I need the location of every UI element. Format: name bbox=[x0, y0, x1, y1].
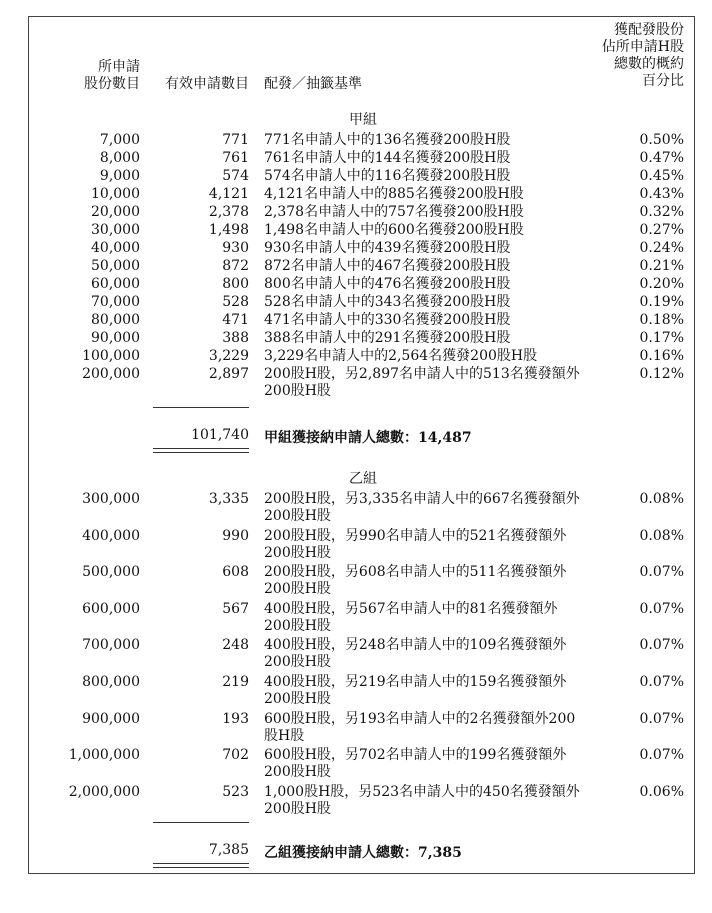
group-b-total-text: 乙組獲接納申請人總數：7,385 bbox=[264, 845, 462, 861]
shares-cell: 1,000,000 bbox=[68, 747, 140, 764]
header-basis: 配發／抽籤基準 bbox=[264, 76, 362, 92]
allocation-basis-cell: 400股H股，另219名申請人中的159名獲發額外200股H股 bbox=[264, 674, 567, 707]
header-shares-line2: 股份數目 bbox=[84, 76, 140, 92]
valid-applications-cell: 702 bbox=[222, 747, 249, 764]
percentage-cell: 0.45% bbox=[639, 168, 684, 184]
shares-cell: 10,000 bbox=[91, 186, 140, 202]
header-pct-line2: 佔所申請H股 bbox=[601, 39, 684, 55]
percentage-cell: 0.27% bbox=[639, 222, 684, 238]
allocation-basis-cell: 400股H股，另248名申請人中的109名獲發額外200股H股 bbox=[264, 637, 567, 671]
valid-applications-cell: 523 bbox=[222, 783, 249, 800]
percentage-cell: 0.32% bbox=[639, 204, 684, 220]
allocation-basis-cell: 4,121名申請人中的885名獲發200股H股 bbox=[264, 186, 524, 202]
valid-applications-cell: 2,378 bbox=[208, 204, 249, 220]
valid-applications-cell: 219 bbox=[222, 674, 249, 690]
group-b-title: 乙組 bbox=[349, 471, 377, 487]
valid-applications-cell: 608 bbox=[222, 564, 249, 581]
shares-cell: 80,000 bbox=[91, 312, 140, 328]
header-shares-line1: 所申請 bbox=[98, 59, 140, 75]
valid-applications-cell: 3,335 bbox=[208, 491, 249, 507]
percentage-cell: 0.07% bbox=[639, 747, 684, 764]
allocation-basis-cell: 528名申請人中的343名獲發200股H股 bbox=[264, 294, 511, 310]
shares-cell: 8,000 bbox=[99, 150, 140, 166]
shares-cell: 700,000 bbox=[82, 637, 140, 654]
valid-applications-cell: 567 bbox=[222, 600, 249, 617]
group-b-double-line-bottom bbox=[153, 867, 249, 868]
table-row bbox=[0, 276, 712, 296]
shares-cell: 300,000 bbox=[82, 491, 140, 507]
allocation-basis-cell: 3,229名申請人中的2,564名獲發200股H股 bbox=[264, 348, 538, 364]
shares-cell: 20,000 bbox=[91, 204, 140, 220]
shares-cell: 500,000 bbox=[82, 564, 140, 581]
header-shares bbox=[60, 59, 140, 93]
header-pct bbox=[580, 22, 684, 90]
valid-applications-cell: 761 bbox=[222, 150, 249, 166]
group-a-total-text: 甲組獲接納申請人總數：14,487 bbox=[264, 430, 472, 446]
table-row bbox=[0, 330, 712, 350]
allocation-basis-cell: 1,498名申請人中的600名獲發200股H股 bbox=[264, 222, 524, 238]
table-row bbox=[0, 312, 712, 332]
table-row bbox=[0, 637, 712, 671]
valid-applications-cell: 990 bbox=[222, 527, 249, 544]
percentage-cell: 0.07% bbox=[639, 674, 684, 690]
valid-applications-cell: 528 bbox=[222, 294, 249, 310]
allocation-basis-cell: 761名申請人中的144名獲發200股H股 bbox=[264, 150, 511, 166]
percentage-cell: 0.50% bbox=[639, 132, 684, 148]
shares-cell: 900,000 bbox=[82, 710, 140, 727]
header-valid: 有效申請數目 bbox=[165, 76, 249, 92]
valid-applications-cell: 248 bbox=[222, 637, 249, 654]
valid-applications-cell: 2,897 bbox=[208, 366, 249, 382]
allocation-basis-cell: 388名申請人中的291名獲發200股H股 bbox=[264, 330, 511, 346]
percentage-cell: 0.18% bbox=[639, 312, 684, 328]
percentage-cell: 0.43% bbox=[639, 186, 684, 202]
percentage-cell: 0.07% bbox=[639, 637, 684, 654]
table-row bbox=[0, 204, 712, 224]
allocation-basis-cell: 200股H股，另3,335名申請人中的667名獲發額外200股H股 bbox=[264, 491, 580, 524]
percentage-cell: 0.20% bbox=[639, 276, 684, 292]
table-row bbox=[0, 186, 712, 206]
table-row bbox=[0, 491, 712, 524]
table-row bbox=[0, 527, 712, 561]
group-a-title: 甲組 bbox=[349, 112, 377, 128]
table-row bbox=[0, 710, 712, 744]
table-row bbox=[0, 150, 712, 170]
header-pct-line4: 百分比 bbox=[642, 73, 684, 89]
shares-cell: 9,000 bbox=[99, 168, 140, 184]
valid-applications-cell: 574 bbox=[222, 168, 249, 184]
table-row bbox=[0, 258, 712, 278]
allocation-basis-cell: 800名申請人中的476名獲發200股H股 bbox=[264, 276, 511, 292]
table-row bbox=[0, 294, 712, 314]
group-a-sum-line bbox=[153, 407, 249, 408]
shares-cell: 7,000 bbox=[99, 132, 140, 148]
header-pct-line3: 總數的概約 bbox=[614, 56, 684, 72]
percentage-cell: 0.08% bbox=[639, 491, 684, 507]
shares-cell: 60,000 bbox=[91, 276, 140, 292]
allocation-basis-cell: 872名申請人中的467名獲發200股H股 bbox=[264, 258, 511, 274]
header-pct-line1: 獲配發股份 bbox=[614, 22, 684, 38]
shares-cell: 30,000 bbox=[91, 222, 140, 238]
table-row bbox=[0, 600, 712, 634]
allocation-basis-cell: 200股H股，另2,897名申請人中的513名獲發額外200股H股 bbox=[264, 366, 580, 399]
shares-cell: 40,000 bbox=[91, 240, 140, 256]
table-row bbox=[0, 747, 712, 781]
percentage-cell: 0.47% bbox=[639, 150, 684, 166]
percentage-cell: 0.12% bbox=[639, 366, 684, 382]
valid-applications-cell: 771 bbox=[222, 132, 249, 148]
valid-applications-cell: 872 bbox=[222, 258, 249, 274]
shares-cell: 2,000,000 bbox=[68, 783, 140, 800]
percentage-cell: 0.16% bbox=[639, 348, 684, 364]
percentage-cell: 0.07% bbox=[639, 710, 684, 727]
group-b-double-line-top bbox=[153, 863, 249, 864]
valid-applications-cell: 471 bbox=[222, 312, 249, 328]
group-a-double-line-bottom bbox=[153, 452, 249, 453]
valid-applications-cell: 388 bbox=[222, 330, 249, 346]
table-row bbox=[0, 783, 712, 817]
table-row bbox=[0, 222, 712, 242]
allocation-basis-cell: 200股H股，另608名申請人中的511名獲發額外200股H股 bbox=[264, 564, 567, 598]
allocation-basis-cell: 574名申請人中的116名獲發200股H股 bbox=[264, 168, 511, 184]
valid-applications-cell: 3,229 bbox=[208, 348, 249, 364]
percentage-cell: 0.21% bbox=[639, 258, 684, 274]
allocation-basis-cell: 600股H股，另193名申請人中的2名獲發額外200股H股 bbox=[264, 710, 576, 744]
table-row bbox=[0, 564, 712, 598]
percentage-cell: 0.24% bbox=[639, 240, 684, 256]
allocation-basis-cell: 771名申請人中的136名獲發200股H股 bbox=[264, 132, 511, 148]
allocation-basis-cell: 400股H股，另567名申請人中的81名獲發額外200股H股 bbox=[264, 600, 558, 634]
shares-cell: 90,000 bbox=[91, 330, 140, 346]
table-row bbox=[0, 348, 712, 368]
table-row bbox=[0, 240, 712, 260]
valid-applications-cell: 1,498 bbox=[208, 222, 249, 238]
shares-cell: 400,000 bbox=[82, 527, 140, 544]
shares-cell: 600,000 bbox=[82, 600, 140, 617]
allocation-basis-cell: 2,378名申請人中的757名獲發200股H股 bbox=[264, 204, 524, 220]
percentage-cell: 0.19% bbox=[639, 294, 684, 310]
shares-cell: 50,000 bbox=[91, 258, 140, 274]
shares-cell: 800,000 bbox=[82, 674, 140, 690]
table-row bbox=[0, 366, 712, 399]
percentage-cell: 0.08% bbox=[639, 527, 684, 544]
valid-applications-cell: 800 bbox=[222, 276, 249, 292]
valid-applications-cell: 4,121 bbox=[208, 186, 249, 202]
table-row bbox=[0, 168, 712, 188]
group-b-sum-line bbox=[153, 822, 249, 823]
percentage-cell: 0.06% bbox=[639, 783, 684, 800]
allocation-basis-cell: 200股H股，另990名申請人中的521名獲發額外200股H股 bbox=[264, 527, 567, 561]
percentage-cell: 0.07% bbox=[639, 600, 684, 617]
allocation-basis-cell: 1,000股H股，另523名申請人中的450名獲發額外200股H股 bbox=[264, 783, 580, 817]
shares-cell: 200,000 bbox=[82, 366, 140, 382]
shares-cell: 70,000 bbox=[91, 294, 140, 310]
allocation-basis-cell: 600股H股，另702名申請人中的199名獲發額外200股H股 bbox=[264, 747, 567, 781]
valid-applications-cell: 930 bbox=[222, 240, 249, 256]
valid-applications-cell: 193 bbox=[222, 710, 249, 727]
shares-cell: 100,000 bbox=[82, 348, 140, 364]
percentage-cell: 0.17% bbox=[639, 330, 684, 346]
allocation-basis-cell: 930名申請人中的439名獲發200股H股 bbox=[264, 240, 511, 256]
group-a-double-line-top bbox=[153, 448, 249, 449]
table-row bbox=[0, 132, 712, 152]
allocation-basis-cell: 471名申請人中的330名獲發200股H股 bbox=[264, 312, 511, 328]
group-a-total-value: 101,740 bbox=[191, 427, 249, 443]
group-b-total-value: 7,385 bbox=[208, 842, 249, 858]
table-row bbox=[0, 674, 712, 707]
percentage-cell: 0.07% bbox=[639, 564, 684, 581]
